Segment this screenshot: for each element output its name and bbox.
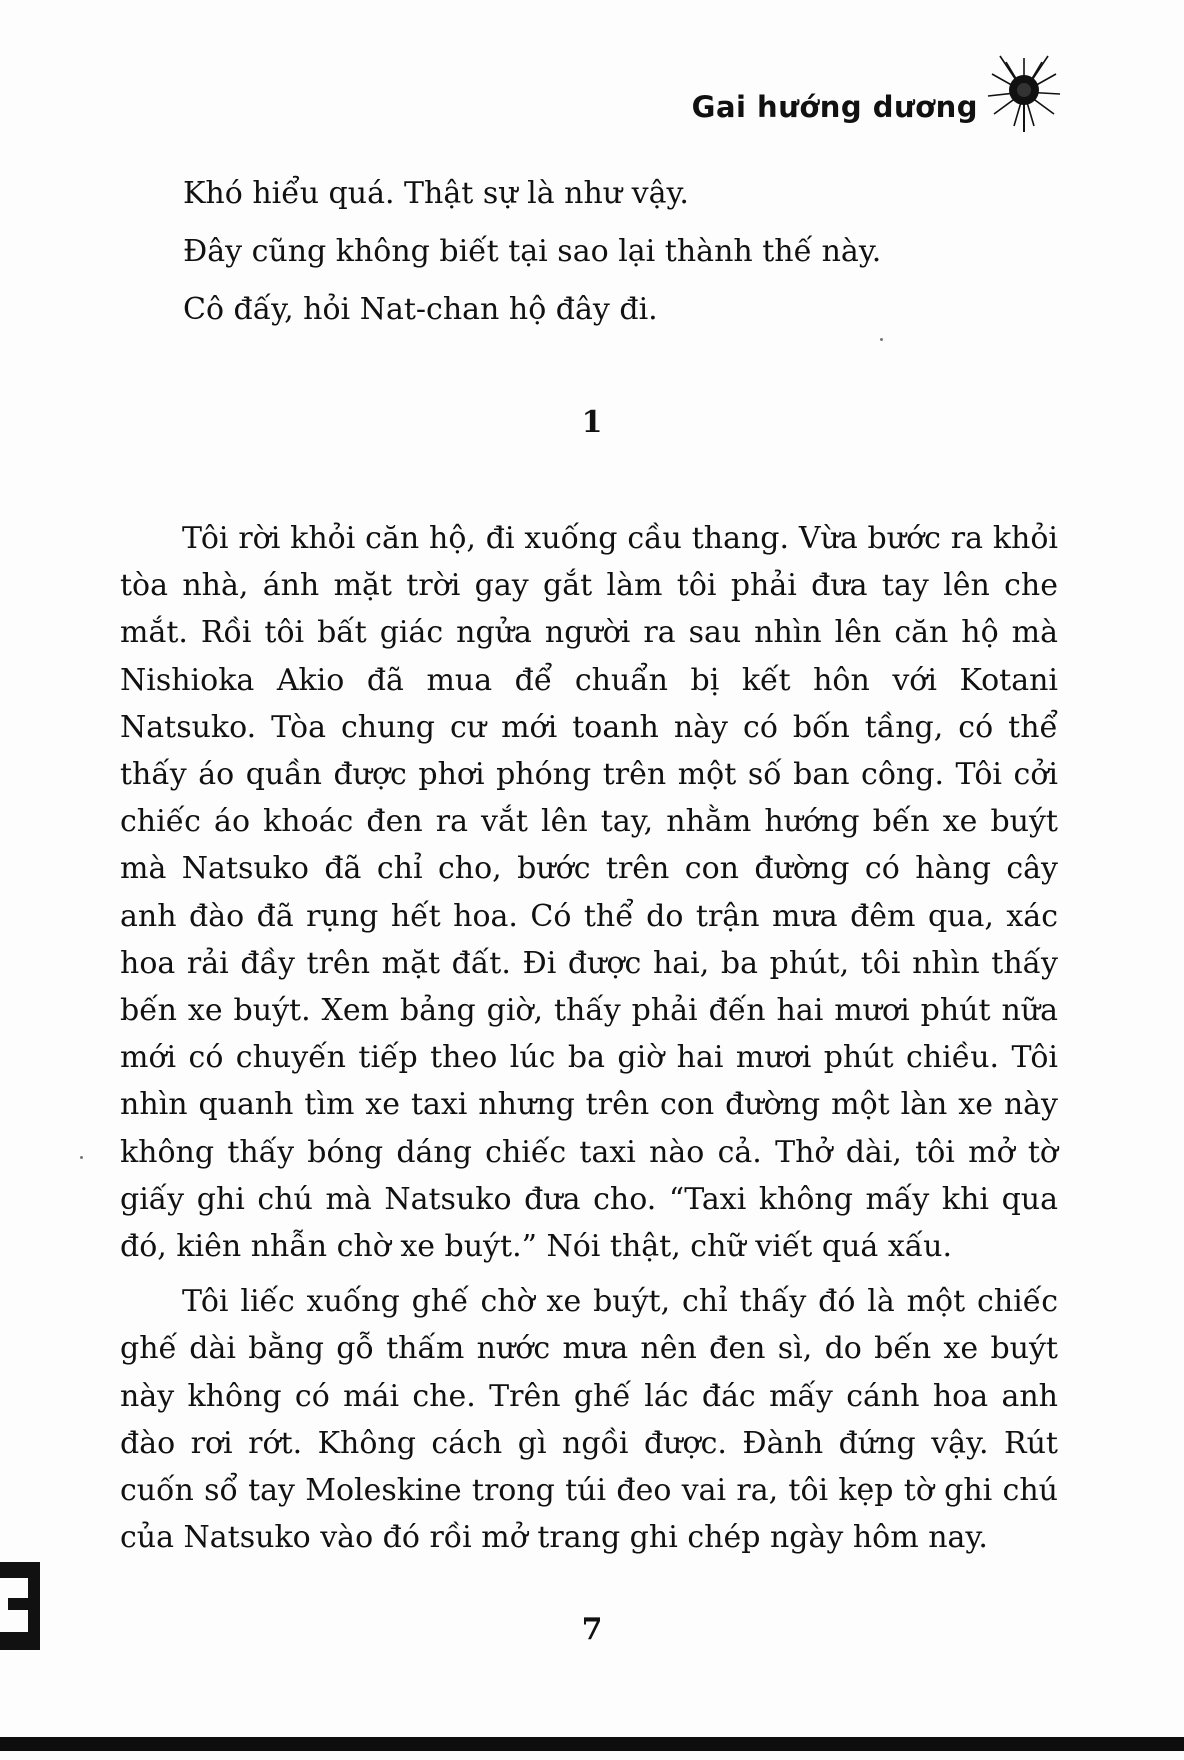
intro-line: Khó hiểu quá. Thật sự là như vậy. — [183, 176, 689, 211]
page-number: 7 — [581, 1612, 603, 1647]
intro-line: Đây cũng không biết tại sao lại thành thế này. — [183, 234, 882, 269]
scan-speck — [80, 1156, 83, 1159]
paragraph: Tôi rời khỏi căn hộ, đi xuống cầu thang. Vừa bước ra khỏi tòa nhà, ánh mặt trời gay gắt làm tôi phải đưa tay lên che mắt. Rồi tôi bất giác ngửa người ra sau nhìn lên căn hộ mà Nishioka Akio đã mua để chuẩn bị kết hôn với Kotani Natsuko. Tòa chung cư mới toanh này có bốn tầng, có thể thấy áo quần được phơi phóng trên một số ban công. Tôi cởi chiếc áo khoác đen ra vắt lên tay, nhằm hướng bến xe buýt mà Natsuko đã chỉ cho, bước trên con đường có hàng cây anh đào đã rụng hết hoa. Có thể do trận mưa đêm qua, xác hoa rải đầy trên mặt đất. Đi được hai, ba phút, tôi nhìn thấy bến xe buýt. Xem bảng giờ, thấy phải đến hai mươi phút nữa mới có chuyến tiếp theo lúc ba giờ hai mươi phút chiều. Tôi nhìn quanh tìm xe taxi nhưng trên con đường một làn xe này không thấy bóng dáng chiếc taxi nào cả. Thở dài, tôi mở tờ giấy ghi chú mà Natsuko đưa cho. “Taxi không mấy khi qua đó, kiên nhẫn chờ xe buýt.” Nói thật, chữ viết quá xấu. — [120, 521, 1058, 1265]
chapter-body — [120, 515, 1058, 1561]
scan-edge-bar — [0, 1737, 1184, 1751]
intro-line: Cô đấy, hỏi Nat-chan hộ đây đi. — [183, 292, 658, 327]
scan-speck — [880, 338, 883, 341]
running-header — [692, 52, 1064, 132]
running-title: Gai hướng dương — [691, 90, 978, 124]
intro-lines — [183, 165, 881, 339]
paragraph: Tôi liếc xuống ghế chờ xe buýt, chỉ thấy đó là một chiếc ghế dài bằng gỗ thấm nước mưa nên đen sì, do bến xe buýt này không có mái che. Trên ghế lác đác mấy cánh hoa anh đào rơi rớt. Không cách gì ngồi được. Đành đứng vậy. Rút cuốn sổ tay Moleskine trong túi đeo vai ra, tôi kẹp tờ ghi chú của Natsuko vào đó rồi mở trang ghi chép ngày hôm nay. — [120, 1284, 1058, 1556]
page-edge-mark — [0, 1558, 48, 1654]
chapter-number: 1 — [581, 405, 603, 440]
sunflower-icon — [984, 52, 1064, 132]
